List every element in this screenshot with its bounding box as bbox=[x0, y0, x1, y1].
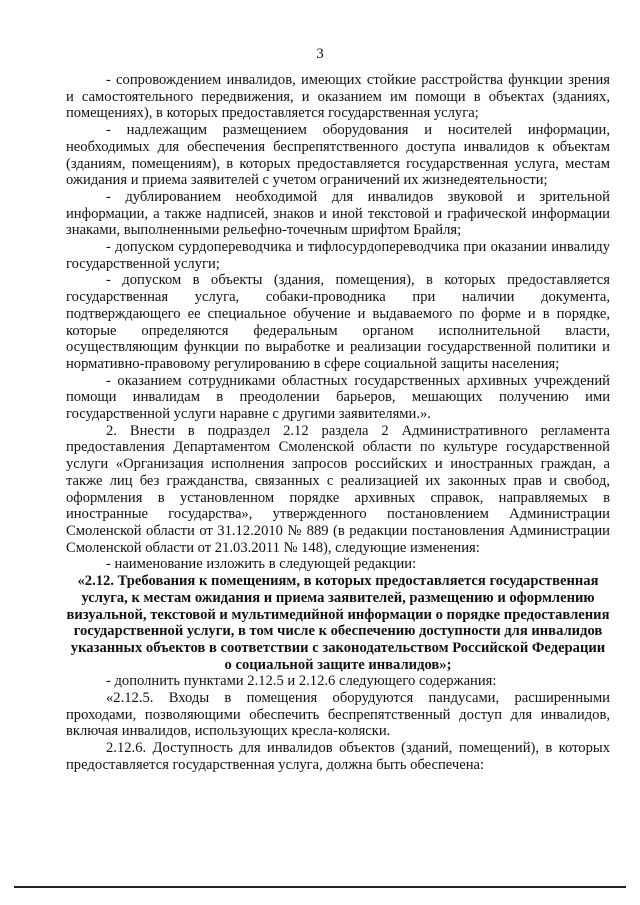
paragraph-2-12-5: «2.12.5. Входы в помещения оборудуются пандусами, расширенными проходами, позволяющими обеспечить беспрепятственный доступ для инвалидов, включая инвалидов, использующих кресла-коляски. bbox=[66, 690, 610, 740]
paragraph-staff-assistance: - оказанием сотрудниками областных государственных архивных учреждений помощи инвалидам в преодолении барьеров, мешающих получению ими государственной услуги наравне с другими заявителями.». bbox=[66, 372, 610, 423]
paragraph-sign-language: - допуском сурдопереводчика и тифлосурдопереводчика при оказании инвалиду государственной услуги; bbox=[66, 239, 610, 272]
paragraph-title-change: - наименование изложить в следующей редакции: bbox=[106, 556, 417, 573]
paragraph-escort: - сопровождением инвалидов, имеющих стойкие расстройства функции зрения и самостоятельного передвижения, и оказанием им помощи в объектах (зданиях, помещениях), в которых предоставляется государственная услуга; bbox=[66, 72, 610, 122]
paragraph-braille: - дублированием необходимой для инвалидов звуковой и зрительной информации, а также надписей, знаков и иной текстовой и графической информации знаками, выполненными рельефно-точечным шрифтом Брайля; bbox=[66, 188, 610, 239]
section-heading-2-12: «2.12. Требования к помещениям, в которых предоставляется государственная услуга, к местам ожидания и приема заявителей, размещению и оформлению визуальной, текстовой и мультимедийной информации о порядке предоставления государственной услуги, в том числе к обеспечению доступности для инвалидов указанных объектов в соответствии с законодательством Российской Федерации о социальной защите инвалидов»; bbox=[66, 573, 610, 673]
paragraph-guide-dog: - допуском в объекты (здания, помещения), в которых предоставляется государственная услуга, собаки-проводника при наличии документа, подтверждающего ее специальное обучение и выдаваемого по форме и в порядке, которые определяются федеральным органом исполнительной власти, осуществляющим функции по выработке и реализации государственной политики и нормативно-правовому регулированию в сфере социальной защиты населения; bbox=[66, 272, 610, 372]
paragraph-add-items: - дополнить пунктами 2.12.5 и 2.12.6 следующего содержания: bbox=[106, 673, 497, 690]
paragraph-2-12-6: 2.12.6. Доступность для инвалидов объектов (зданий, помещений), в которых предоставляется государственная услуга, должна быть обеспечена: bbox=[66, 740, 610, 773]
paragraph-amendment-2: 2. Внести в подраздел 2.12 раздела 2 Административного регламента предоставления Департаментом Смоленской области по культуре государственной услуги «Организация исполнения запросов российских и иностранных граждан, а также лиц без гражданства, связанных с реализацией их законных прав и свобод, оформления в установленном порядке архивных справок, направляемых в иностранные государства», утвержденного постановлением Администрации Смоленской области от 31.12.2010 № 889 (в редакции постановления Администрации Смоленской области от 21.03.2011 № 148), следующие изменения: bbox=[66, 422, 610, 556]
page-number: 3 bbox=[316, 46, 324, 62]
document-body bbox=[66, 72, 610, 774]
bottom-rule bbox=[14, 886, 626, 888]
paragraph-equipment: - надлежащим размещением оборудования и носителей информации, необходимых для обеспечения беспрепятственного доступа инвалидов к объектам (зданиям, помещениям), в которых предоставляется государственная услуга, местам ожидания и приема заявителей с учетом ограничений их жизнедеятельности; bbox=[66, 122, 610, 189]
